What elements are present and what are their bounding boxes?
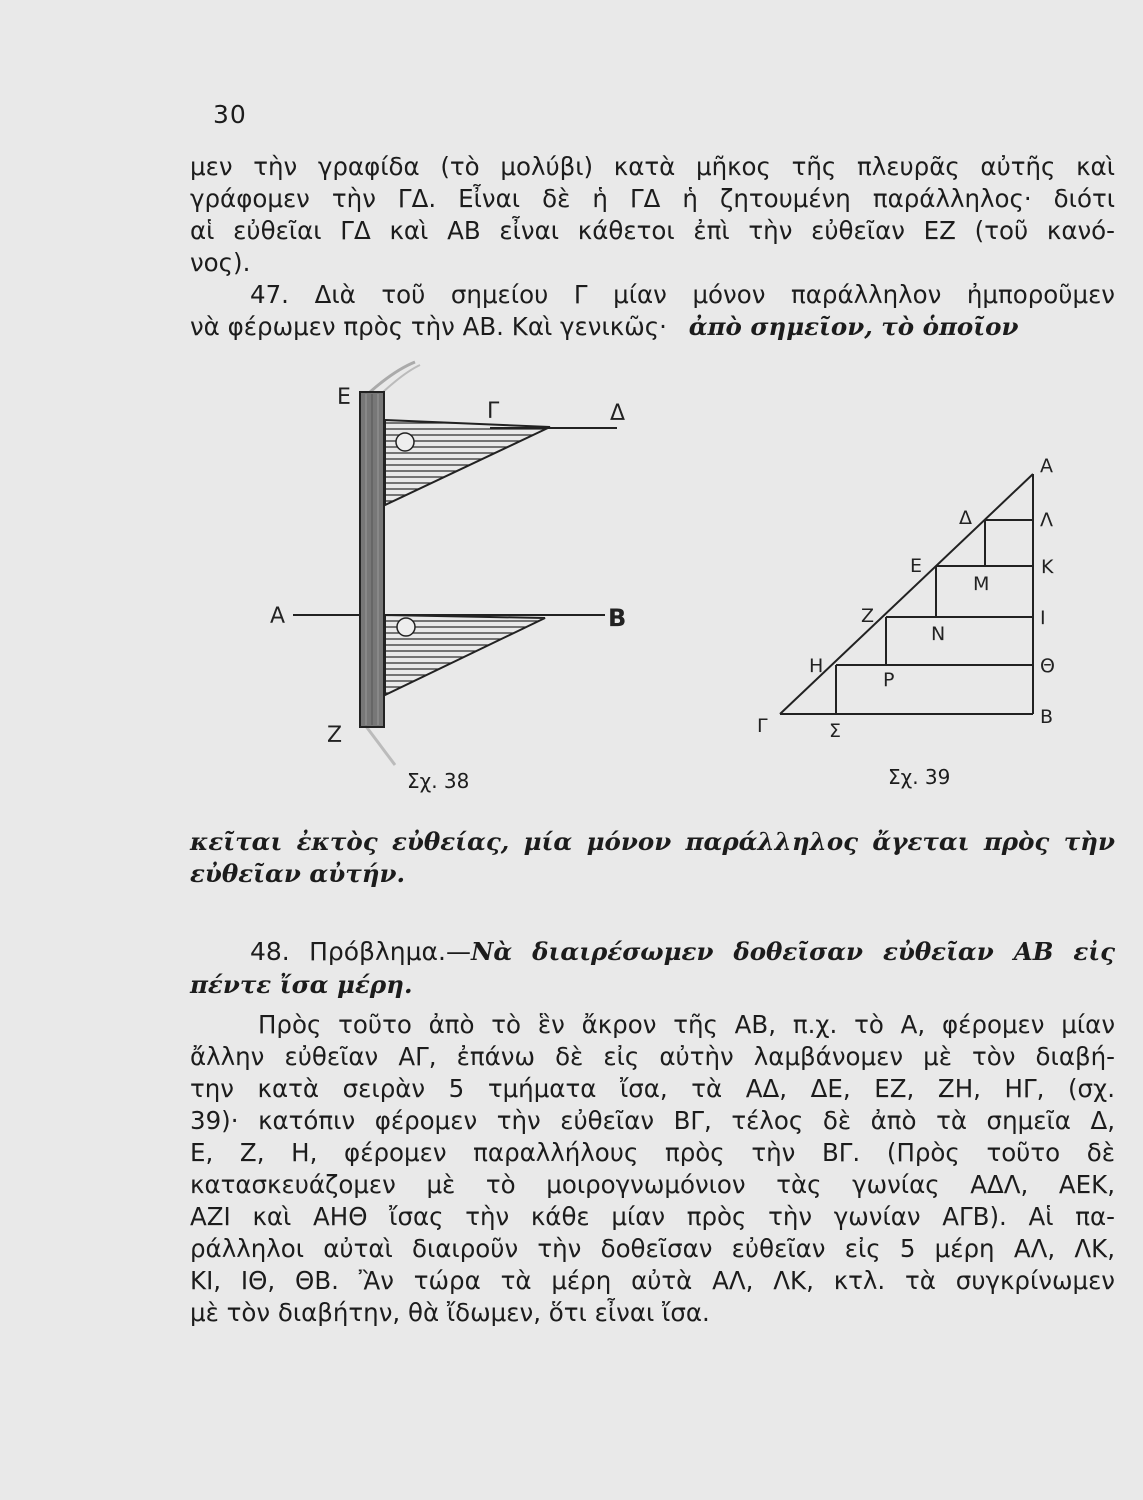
page-number: 30 xyxy=(213,100,247,129)
text-line: ράλληλοι αὐταὶ διαιροῦν τὴν δοθεῖσαν εὐθεῖαν εἰς 5 μέρη ΑΛ, ΛΚ, xyxy=(190,1234,1115,1263)
text-line: Ε, Ζ, Η, φέρομεν παραλλήλους πρὸς τὴν ΒΓ. (Πρὸς τοῦτο δὲ xyxy=(190,1138,1115,1167)
figure-39-caption: Σχ. 39 xyxy=(888,765,951,789)
label-I: Ι xyxy=(1040,607,1046,629)
label-B: Β xyxy=(608,604,627,632)
label-B: Β xyxy=(1040,706,1054,728)
ruler-shadow-bottom xyxy=(365,725,395,765)
set-square-hole-upper xyxy=(396,433,414,451)
section-47-line: 47. Διὰ τοῦ σημείου Γ μίαν μόνον παράλληλον ἠμποροῦμεν xyxy=(250,280,1115,309)
problem-title-cont: πέντε ἴσα μέρη. xyxy=(190,970,413,999)
label-G: Γ xyxy=(487,399,500,424)
label-Z: Ζ xyxy=(327,723,343,748)
label-Z: Ζ xyxy=(861,605,875,627)
emphasis-line: εὐθεῖαν αὐτήν. xyxy=(190,859,406,888)
label-M: Μ xyxy=(973,573,990,595)
line-gamma-a xyxy=(780,474,1033,714)
label-S: Σ xyxy=(829,720,842,742)
text-line: ΑΖΙ καὶ ΑΗΘ ἴσας τὴν κάθε μίαν πρὸς τὴν γωνίαν ΑΓΒ). Αἱ πα- xyxy=(190,1202,1115,1231)
ruler-shadow-top xyxy=(370,362,415,392)
text-line: μὲ τὸν διαβήτην, θὰ ἴδωμεν, ὅτι εἶναι ἴσα. xyxy=(190,1298,710,1327)
text-line: 39)· κατόπιν φέρομεν τὴν εὐθεῖαν ΒΓ, τέλος δὲ ἀπὸ τὰ σημεῖα Δ, xyxy=(190,1106,1115,1135)
label-Th: Θ xyxy=(1040,655,1055,677)
paragraph-rule xyxy=(190,826,1115,890)
label-G: Γ xyxy=(757,715,768,737)
text-span: νὰ φέρωμεν πρὸς τὴν ΑΒ. Καὶ γενικῶς· xyxy=(190,312,667,341)
label-E: Ε xyxy=(910,555,923,577)
text-line: την κατὰ σειρὰν 5 τμήματα ἴσα, τὰ ΑΔ, ΔΕ, ΕΖ, ΖΗ, ΗΓ, (σχ. xyxy=(190,1074,1115,1103)
set-square-upper xyxy=(385,420,550,505)
label-H: Η xyxy=(809,655,824,677)
label-P: Ρ xyxy=(883,669,895,691)
figure-39 xyxy=(745,450,1075,750)
text-line xyxy=(190,311,1115,343)
text-line: κατασκευάζομεν μὲ τὸ μοιρογνωμόνιον τὰς γωνίας ΑΔΛ, ΑΕΚ, xyxy=(190,1170,1115,1199)
label-K: Κ xyxy=(1041,556,1054,578)
figure-38 xyxy=(255,360,655,780)
text-line: ἄλλην εὐθεῖαν ΑΓ, ἐπάνω δὲ εἰς αὐτὴν λαμβάνομεν μὲ τὸν διαβή- xyxy=(190,1042,1115,1071)
label-A: Α xyxy=(1040,455,1053,477)
paragraph-continued xyxy=(190,151,1115,343)
text-line: ΚΙ, ΙΘ, ΘΒ. Ἂν τώρα τὰ μέρη αὐτὰ ΑΛ, ΛΚ, κτλ. τὰ συγκρίνωμεν xyxy=(190,1266,1115,1295)
text-line: γράφομεν τὴν ΓΔ. Εἶναι δὲ ἡ ΓΔ ἡ ζητουμένη παράλληλος· διότι xyxy=(190,184,1115,213)
label-A: Α xyxy=(270,604,286,629)
label-D: Δ xyxy=(959,507,972,529)
emphasis-text: ἀπὸ σημεῖον, τὸ ὁποῖον xyxy=(688,312,1019,341)
label-D: Δ xyxy=(610,401,626,426)
text-line: μεν τὴν γραφίδα (τὸ μολύβι) κατὰ μῆκος τῆς πλευρᾶς αὐτῆς καὶ xyxy=(190,152,1115,181)
label-N: Ν xyxy=(931,623,946,645)
problem-heading xyxy=(190,935,1115,969)
problem-number: 48. Πρόβλημα.— xyxy=(250,937,471,966)
emphasis-line: κεῖται ἐκτὸς εὐθείας, μία μόνον παράλληλος ἄγεται πρὸς τὴν xyxy=(190,827,1115,856)
label-E: Ε xyxy=(337,385,351,410)
figure-38-caption: Σχ. 38 xyxy=(407,769,470,793)
label-L: Λ xyxy=(1040,509,1053,531)
text-line: Πρὸς τοῦτο ἀπὸ τὸ ἓν ἄκρον τῆς ΑΒ, π.χ. τὸ Α, φέρομεν μίαν xyxy=(258,1010,1115,1039)
text-line: αἱ εὐθεῖαι ΓΔ καὶ ΑΒ εἶναι κάθετοι ἐπὶ τὴν εὐθεῖαν ΕΖ (τοῦ κανό- xyxy=(190,216,1115,245)
text-line: νος). xyxy=(190,248,251,277)
problem-48 xyxy=(190,935,1115,1329)
problem-title: Νὰ διαιρέσωμεν δοθεῖσαν εὐθεῖαν ΑΒ εἰς xyxy=(470,937,1115,966)
set-square-hole-lower xyxy=(397,618,415,636)
